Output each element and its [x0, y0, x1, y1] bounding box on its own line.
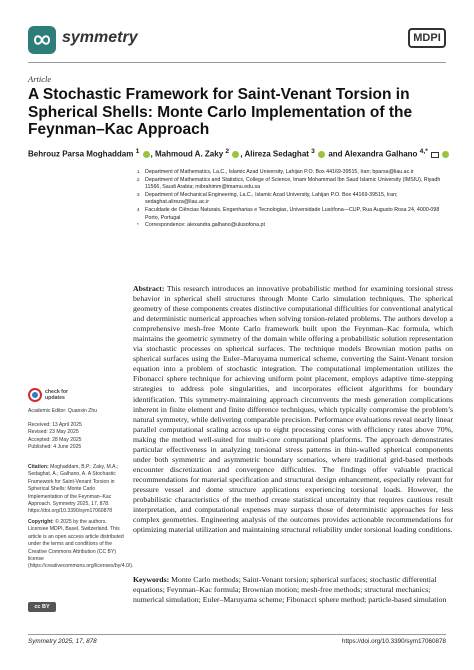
author-list: Behrouz Parsa Moghaddam $^1$ , Mahmoud A. Zaky $^2$ , Alireza Sedaghat $^3$ and Alexandra Galhano $^{4,*}$ — [28, 147, 453, 160]
keywords — [133, 575, 453, 605]
orcid-icon[interactable] — [442, 151, 449, 158]
footer-doi-link[interactable]: https://doi.org/10.3390/sym17060878 — [342, 638, 446, 645]
orcid-icon[interactable] — [232, 151, 239, 158]
affiliation-item — [137, 177, 453, 192]
cc-by-license-badge[interactable]: cc BY — [28, 602, 56, 612]
author-name[interactable]: Alexandra Galhano — [344, 149, 418, 159]
affiliations — [137, 169, 453, 230]
publisher-logo: MDPI — [408, 28, 446, 48]
affiliation-mark: 2 — [137, 176, 140, 182]
author-affiliation-mark: 1 — [135, 148, 140, 155]
keywords-label: Keywords: — [133, 575, 170, 584]
author-name[interactable]: Mahmoud A. Zaky — [154, 149, 224, 159]
orcid-icon[interactable] — [143, 151, 150, 158]
correspondence-text: Correspondence: alexandra.galhano@ulusofona.pt — [145, 222, 265, 229]
journal-logo — [28, 26, 56, 54]
abstract-text: This research introduces an innovative probabilistic method for examining torsional stress behavior in spherical shell structures through Monte Carlo simulation techniques. The spherical geometry of these components creates distinctive computational difficulties for conventional analytical and deterministic numerical approaches when solving torsion-related problems. The authors develop a comprehensive mesh-free Monte Carlo framework built upon the Feynman–Kac formula, which maintains the geometric symmetry of the domain while offering a probabilistic solution representation via stochastic processes on spherical surfaces. The technique models Brownian motion paths on spherical surfaces using the Euler–Maruyama numerical scheme, converting the Saint-Venant torsion equation into a problem of stochastic integration. The computational implementation utilizes the Fibonacci sphere technique for achieving uniform point placement, employs adaptive time-stepping strategies to address pole singularities, and incorporates efficient algorithms for boundary identification. This symmetry-maintaining approach circumvents the mesh generation complications inherent in finite element and finite difference techniques, which typically compromise the problem’s natural symmetry, while delivering comparable precision. Performance evaluations reveal nearly linear parallel computational scaling across up to eight processing cores with efficiency rates above 70%, making the method well-suited for multi-core computational platforms. The approach demonstrates particular effectiveness in analyzing torsional stress patterns in thin-walled spherical components under both symmetric and asymmetric boundary scenarios, where traditional grid-based methods encounter discretization and convergence difficulties. The findings offer valuable practical recommendations for material specification and structural design enhancement, especially relevant for pressure vessel and dome structure applications experiencing torsional loads. However, the probabilistic characteristics of the method create statistical uncertainty that requires cautious result interpretation, and computational expenses may surpass those of deterministic approaches for less complex geometries. Engineering analysis of the outcomes provides actionable recommendations for optimizing material utilization and maintaining structural reliability under torsional loading conditions. — [133, 284, 453, 535]
affiliation-text: Faculdade de Ciências Naturais, Engenharias e Tecnologias, Universidade Lusófona—CUP, Rua Augusto Rosa 24, 4000-098 Porto, Portugal — [145, 206, 440, 221]
copyright-block — [28, 519, 134, 571]
email-icon[interactable] — [431, 152, 439, 158]
article-title: A Stochastic Framework for Saint-Venant Torsion in Spherical Shells: Monte Carlo Implementation of the Feynman–Kac Approach — [28, 86, 413, 138]
affiliation-item — [137, 169, 453, 177]
accepted-date: Accepted: 28 May 2025 — [28, 436, 82, 443]
affiliation-text: Department of Mechanical Engineering, La.C., Islamic Azad University, Lahijan P.O. Box 44169-39515, Iran; sedaghat.alireza@liau.ac.ir — [145, 191, 398, 206]
affiliation-text: Department of Mathematics and Statistics, College of Science, Imam Mohammad Ibn Saud Islamic University (IMSIU), Riyadh 11566, Saudi Arabia; mibrahimm@imamu.edu.sa — [145, 176, 441, 191]
check-for-updates-line2: updates — [45, 395, 65, 401]
journal-name: symmetry — [62, 29, 138, 46]
affiliation-item — [137, 222, 453, 230]
symmetry-logo-icon — [32, 30, 52, 50]
copyright-label: Copyright: — [28, 519, 54, 525]
abstract — [133, 284, 453, 535]
footer-journal-citation: Symmetry 2025, 17, 878 — [28, 638, 97, 645]
authors-connector: and — [328, 149, 343, 159]
header-divider — [28, 62, 446, 63]
published-date: Published: 4 June 2025 — [28, 444, 82, 451]
revised-date: Revised: 23 May 2025 — [28, 429, 79, 436]
keywords-text: Monte Carlo methods; Saint-Venant torsion; spherical surfaces; stochastic differential equations; Feynman–Kac formula; Brownian motion; mesh-free methods; structural mechanics; numerical simulation; Euler–Maruyama scheme; Fibonacci sphere method; particle-based simulation — [133, 575, 447, 605]
academic-editor: Academic Editor: Quanxin Zhu — [28, 408, 98, 414]
author-affiliation-mark: 4,* — [419, 148, 428, 155]
affiliation-item — [137, 192, 453, 207]
citation-block — [28, 464, 128, 516]
affiliation-mark: 4 — [137, 206, 140, 212]
affiliation-mark: 1 — [137, 169, 140, 174]
author-name[interactable]: Behrouz Parsa Moghaddam — [28, 149, 134, 159]
orcid-icon[interactable] — [318, 151, 325, 158]
check-for-updates-label[interactable] — [45, 389, 68, 401]
citation-label: Citation: — [28, 464, 49, 470]
check-for-updates-line1: check for — [45, 389, 69, 395]
citation-text: Moghaddam, B.P.; Zaky, M.A.; Sedaghat, A.; Galhano, A. A Stochastic Framework for Saint-Venant Torsion in Spherical Shells: Monte Carlo Implementation of the Feynman–Kac Approach. Symmetry 2025, 17, 878. https://doi.org/10.3390/sym17060878 — [28, 464, 119, 515]
copyright-text: © 2025 by the authors. Licensee MDPI, Basel, Switzerland. This article is an open access article distributed under the terms and conditions of the Creative Commons Attribution (CC BY) license (https://creativecommons.org/licenses/by/4.0/). — [28, 519, 134, 570]
article-type: Article — [28, 74, 52, 84]
received-date: Received: 13 April 2025 — [28, 422, 82, 428]
publication-dates — [28, 422, 128, 452]
footer-divider — [28, 634, 446, 635]
check-for-updates-icon[interactable] — [28, 388, 42, 402]
affiliation-mark: 3 — [137, 191, 140, 197]
affiliation-text: Department of Mathematics, La.C., Islamic Azad University, Lahijan P.O. Box 44169-39515, Iran; bparsa@liau.ac.ir — [145, 169, 414, 175]
affiliation-item — [137, 207, 453, 222]
author-name[interactable]: Alireza Sedaghat — [244, 149, 309, 159]
author-affiliation-mark: 3 — [311, 148, 315, 155]
affiliation-mark: * — [137, 222, 139, 228]
author-affiliation-mark: 2 — [225, 148, 230, 155]
abstract-label: Abstract: — [133, 284, 165, 293]
